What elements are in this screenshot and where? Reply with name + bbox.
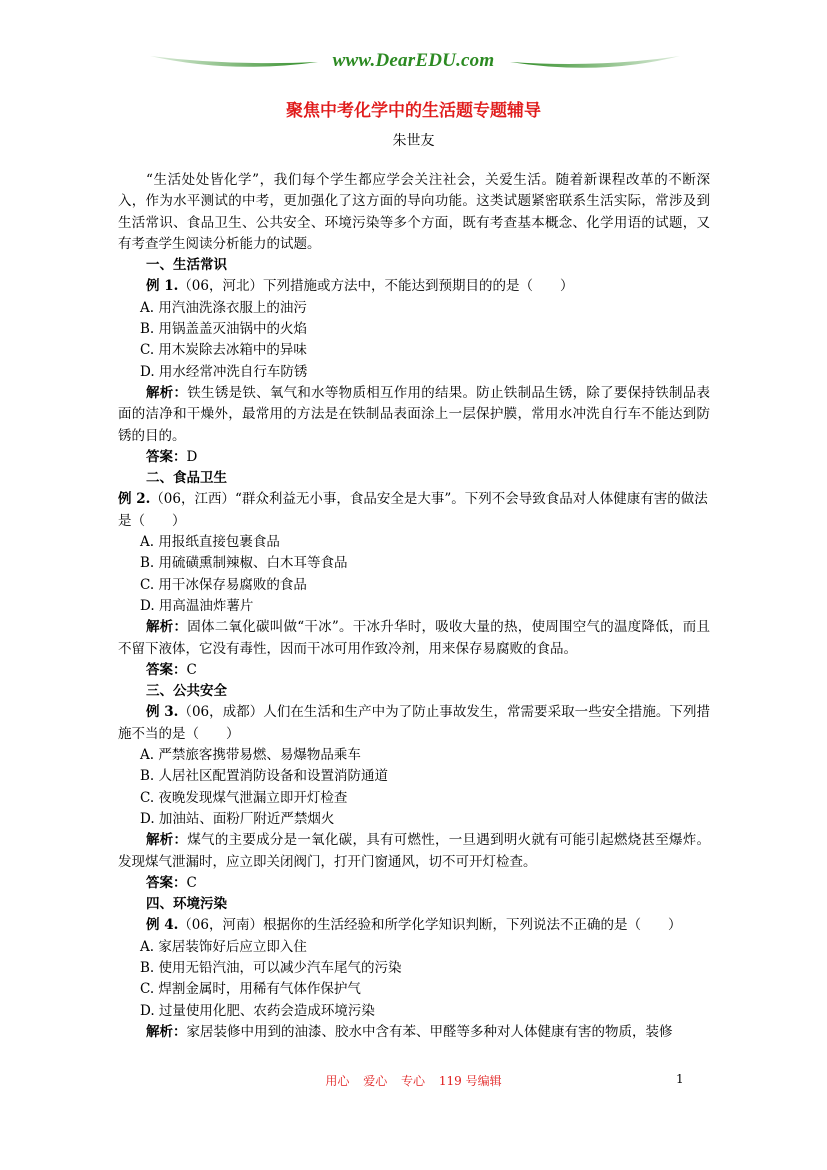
example-label: 例 1. <box>146 278 179 295</box>
option-a: A. 用报纸直接包裹食品 <box>140 534 280 551</box>
option-b: B. 人居社区配置消防设备和设置消防通道 <box>140 768 389 785</box>
option-a: A. 严禁旅客携带易燃、易爆物品乘车 <box>140 747 361 764</box>
page-number: 1 <box>676 1072 684 1086</box>
analysis <box>118 617 710 660</box>
question-text: （06，成都）人们在生活和生产中为了防止事故发生，常需要采取一些安全措施。下列措施不当的是（ ） <box>118 704 710 742</box>
option-b: B. 使用无铅汽油，可以减少汽车尾气的污染 <box>140 959 402 976</box>
section-heading: 四、环境污染 <box>146 896 227 913</box>
page-title: 聚焦中考化学中的生活题专题辅导 <box>286 101 541 121</box>
author-name: 朱世友 <box>392 133 435 149</box>
footer-text: 爱心 <box>363 1074 388 1088</box>
analysis-text: 煤气的主要成分是一氧化碳，具有可燃性，一旦遇到明火就有可能引起燃烧甚至爆炸。发现煤气泄漏时，应立即关闭阀门，打开门窗通风，切不可开灯检查。 <box>118 832 711 870</box>
question-text: （06，河北）下列措施或方法中，不能达到预期目的的是（ ） <box>178 278 574 295</box>
answer-value: D <box>186 448 198 465</box>
article-body <box>118 170 710 1043</box>
analysis-text: 固体二氧化碳叫做“干冰”。干冰升华时，吸收大量的热，使周围空气的温度降低，而且不留下液体，它没有毒性，因而干冰可用作致冷剂，用来保存易腐败的食品。 <box>118 619 710 657</box>
analysis <box>118 830 710 873</box>
analysis-text: 铁生锈是铁、氧气和水等物质相互作用的结果。防止铁制品生锈，除了要保持铁制品表面的洁净和干燥外，最常用的方法是在铁制品表面涂上一层保护膜，常用水冲洗自行车不能达到防锈的目的。 <box>118 384 711 444</box>
question <box>118 915 710 936</box>
analysis-text: 家居装修中用到的油漆、胶水中含有苯、甲醛等多种对人体健康有害的物质，装修 <box>186 1023 673 1040</box>
section-heading: 二、食品卫生 <box>146 470 227 487</box>
site-url-logo: www.DearEDU.com <box>332 50 495 71</box>
answer <box>118 660 710 681</box>
option-d: D. 加油站、面粉厂附近严禁烟火 <box>140 810 335 827</box>
answer-label: 答案： <box>146 661 187 678</box>
footer-text: 专心 <box>401 1074 426 1088</box>
example-label: 例 2. <box>118 491 151 508</box>
question <box>118 702 710 745</box>
answer <box>118 447 710 468</box>
analysis <box>118 383 710 447</box>
option-d: D. 过量使用化肥、农药会造成环境污染 <box>140 1002 375 1019</box>
intro-paragraph: “生活处处皆化学”，我们每个学生都应学会关注社会，关爱生活。随着新课程改革的不断深入，作为水平测试的中考，更加强化了这方面的导向功能。这类试题紧密联系生活实际，常涉及到生活常识、食品卫生、公共安全、环境污染等多个方面，既有考查基本概念、化学用语的试题，又有考查学生阅读分析能力的试题。 <box>118 172 710 252</box>
option-c: C. 夜晚发现煤气泄漏立即开灯检查 <box>140 789 348 806</box>
analysis-label: 解析： <box>146 619 188 636</box>
section-heading: 三、公共安全 <box>146 683 227 700</box>
example-label: 例 4. <box>146 917 179 934</box>
option-c: C. 用木炭除去冰箱中的异味 <box>140 342 307 359</box>
question <box>118 489 710 532</box>
analysis-label: 解析： <box>146 1023 187 1040</box>
example-label: 例 3. <box>146 704 179 721</box>
answer <box>118 873 710 894</box>
section-heading: 一、生活常识 <box>146 257 227 274</box>
option-d: D. 用水经常冲洗自行车防锈 <box>140 363 308 380</box>
answer-value: C <box>186 874 197 891</box>
analysis-label: 解析： <box>146 384 188 401</box>
option-b: B. 用硫磺熏制辣椒、白木耳等食品 <box>140 555 348 572</box>
question-text: （06，江西）“群众利益无小事，食品安全是大事”。下列不会导致食品对人体健康有害的做法是（ ） <box>118 491 708 529</box>
option-c: C. 焊割金属时，用稀有气体作保护气 <box>140 981 361 998</box>
option-a: A. 用汽油洗涤衣服上的油污 <box>140 299 307 316</box>
option-a: A. 家居装饰好后应立即入住 <box>140 938 307 955</box>
option-d: D. 用高温油炸薯片 <box>140 597 254 614</box>
analysis <box>118 1022 710 1043</box>
question <box>118 276 710 297</box>
answer-label: 答案： <box>146 448 187 465</box>
option-b: B. 用锅盖盖灭油锅中的火焰 <box>140 321 308 338</box>
page-footer <box>0 1072 827 1089</box>
site-header <box>0 40 827 90</box>
question-text: （06，河南）根据你的生活经验和所学化学知识判断，下列说法不正确的是（ ） <box>178 917 682 934</box>
footer-text: 用心 <box>325 1074 350 1088</box>
option-c: C. 用干冰保存易腐败的食品 <box>140 576 307 593</box>
footer-text: 119 号编辑 <box>438 1074 502 1088</box>
answer-label: 答案： <box>146 874 187 891</box>
analysis-label: 解析： <box>146 832 188 849</box>
answer-value: C <box>186 661 197 678</box>
